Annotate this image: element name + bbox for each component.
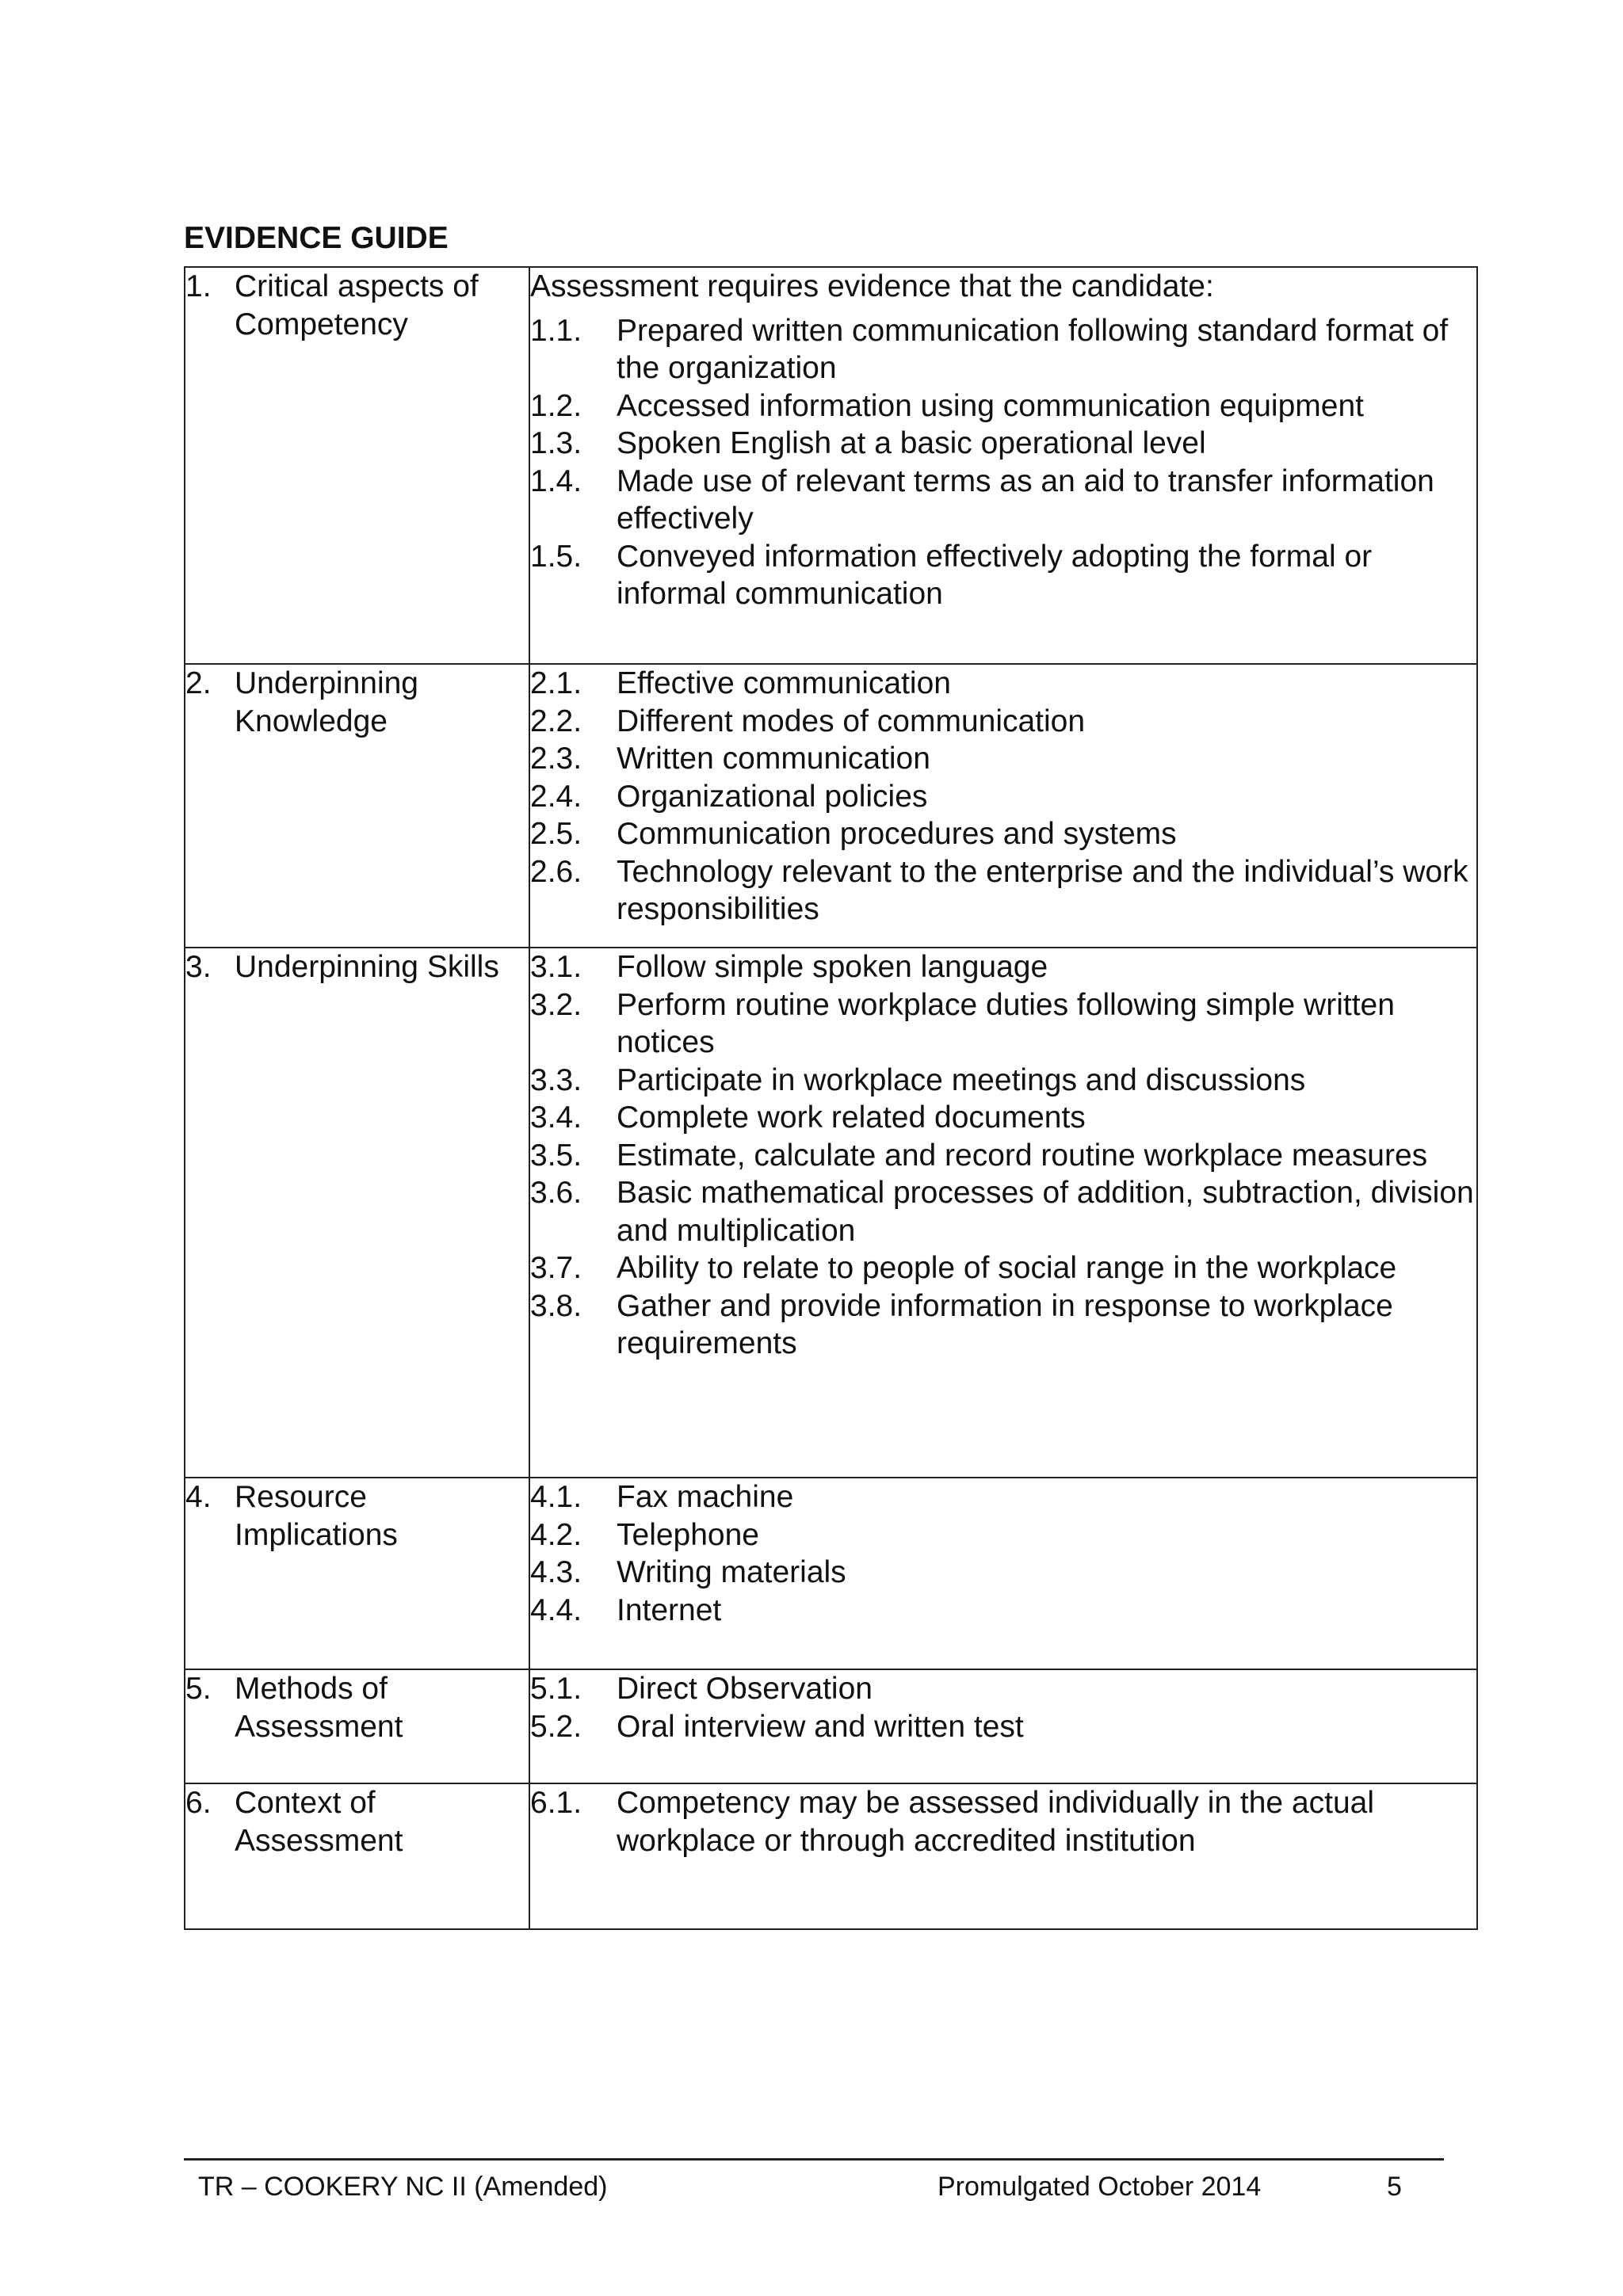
table-row — [185, 1669, 1477, 1783]
item-text: Prepared written communication following standard format of the organization — [617, 313, 1449, 385]
list-item — [530, 1516, 1476, 1554]
list-item — [530, 1062, 1476, 1100]
row-label-cell — [185, 948, 529, 1478]
item-text: Follow simple spoken language — [617, 950, 1048, 984]
row-content-cell — [529, 664, 1477, 948]
item-number: 4.2. — [530, 1517, 582, 1552]
table-row — [185, 948, 1477, 1478]
item-number: 3.1. — [530, 950, 582, 984]
row-label-text: Methods of Assessment — [235, 1672, 403, 1744]
list-item — [530, 665, 1476, 703]
item-text: Direct Observation — [617, 1672, 873, 1706]
item-number: 2.5. — [530, 817, 582, 851]
list-item — [530, 778, 1476, 816]
row-label — [185, 268, 529, 343]
item-number: 6.1. — [530, 1786, 582, 1820]
evidence-guide-table — [184, 266, 1478, 1930]
row-content-cell — [529, 1669, 1477, 1783]
item-number: 2.2. — [530, 704, 582, 738]
footer-page-number: 5 — [1387, 2172, 1402, 2202]
list-item — [530, 1478, 1476, 1516]
item-text: Written communication — [617, 742, 930, 776]
item-number: 2.4. — [530, 779, 582, 814]
item-number: 1.4. — [530, 463, 582, 498]
item-text: Competency may be assessed individually in the actual workplace or through accredited institution — [617, 1786, 1375, 1858]
list-item — [530, 815, 1476, 853]
list-item — [530, 312, 1476, 387]
item-number: 5.2. — [530, 1709, 582, 1744]
list-item — [530, 1249, 1476, 1287]
list-item — [530, 703, 1476, 741]
assessment-intro: Assessment requires evidence that the candidate: — [530, 269, 1214, 303]
footer-promulgation-date: Promulgated October 2014 — [938, 2172, 1262, 2202]
item-text: Spoken English at a basic operational level — [617, 426, 1206, 460]
row-label-text: Underpinning Knowledge — [235, 666, 419, 738]
item-text: Accessed information using communication equipment — [617, 388, 1364, 423]
row-number: 6. — [185, 1786, 212, 1820]
table-row — [185, 664, 1477, 948]
item-number: 5.1. — [530, 1672, 582, 1706]
row-label — [185, 1478, 529, 1554]
row-label-text: Critical aspects of Competency — [235, 269, 479, 341]
row-label — [185, 948, 529, 986]
list-item — [530, 1099, 1476, 1137]
row-label — [185, 1784, 529, 1859]
table-row — [185, 267, 1477, 664]
item-text: Effective communication — [617, 666, 951, 700]
item-text: Communication procedures and systems — [617, 817, 1177, 851]
item-text: Telephone — [617, 1517, 759, 1552]
row-label-cell — [185, 1478, 529, 1669]
item-text: Internet — [617, 1592, 722, 1627]
list-item — [530, 853, 1476, 929]
item-number: 3.3. — [530, 1062, 582, 1097]
item-number: 4.3. — [530, 1555, 582, 1589]
list-item — [530, 1592, 1476, 1630]
footer-divider — [184, 2158, 1444, 2161]
item-text: Fax machine — [617, 1480, 794, 1514]
row-number: 4. — [185, 1480, 212, 1514]
row-number: 1. — [185, 269, 212, 303]
item-number: 4.1. — [530, 1480, 582, 1514]
item-number: 3.6. — [530, 1176, 582, 1210]
item-number: 3.7. — [530, 1251, 582, 1285]
row-label-cell — [185, 267, 529, 664]
row-label-cell — [185, 1783, 529, 1929]
item-text: Estimate, calculate and record routine workplace measures — [617, 1138, 1428, 1173]
list-item — [530, 1708, 1476, 1746]
list-item — [530, 463, 1476, 538]
row-number: 5. — [185, 1672, 212, 1706]
row-number: 2. — [185, 666, 212, 700]
row-content-cell — [529, 948, 1477, 1478]
item-text: Writing materials — [617, 1555, 846, 1589]
item-number: 3.4. — [530, 1100, 582, 1135]
item-number: 2.1. — [530, 666, 582, 700]
page-title: EVIDENCE GUIDE — [184, 221, 449, 255]
list-item — [530, 740, 1476, 778]
list-item — [530, 1554, 1476, 1592]
item-number: 1.1. — [530, 313, 582, 348]
list-item — [530, 387, 1476, 425]
item-text: Perform routine workplace duties following simple written notices — [617, 987, 1395, 1059]
item-text: Organizational policies — [617, 779, 928, 814]
list-item — [530, 1174, 1476, 1249]
list-item — [530, 1784, 1476, 1859]
item-text: Ability to relate to people of social range in the workplace — [617, 1251, 1397, 1285]
row-label-text: Underpinning Skills — [235, 950, 499, 984]
item-number: 3.8. — [530, 1288, 582, 1323]
item-text: Oral interview and written test — [617, 1709, 1024, 1744]
item-text: Conveyed information effectively adopting the formal or informal communication — [617, 539, 1373, 611]
list-item — [530, 1287, 1476, 1363]
list-item — [530, 986, 1476, 1062]
row-label-cell — [185, 1669, 529, 1783]
row-number: 3. — [185, 950, 212, 984]
table-row — [185, 1783, 1477, 1929]
list-item — [530, 948, 1476, 986]
list-item — [530, 1137, 1476, 1175]
item-text: Different modes of communication — [617, 704, 1086, 738]
item-text: Technology relevant to the enterprise and the individual’s work responsibilities — [617, 854, 1468, 926]
item-text: Complete work related documents — [617, 1100, 1086, 1135]
item-number: 1.2. — [530, 388, 582, 423]
item-number: 3.5. — [530, 1138, 582, 1173]
row-content-cell — [529, 1478, 1477, 1669]
item-number: 1.3. — [530, 426, 582, 460]
list-item — [530, 538, 1476, 613]
list-item — [530, 425, 1476, 463]
row-content-cell — [529, 1783, 1477, 1929]
item-text: Gather and provide information in response to workplace requirements — [617, 1288, 1393, 1360]
item-number: 3.2. — [530, 987, 582, 1022]
item-number: 4.4. — [530, 1592, 582, 1627]
footer-document-title: TR – COOKERY NC II (Amended) — [198, 2172, 608, 2202]
item-text: Made use of relevant terms as an aid to transfer information effectively — [617, 463, 1434, 536]
item-number: 1.5. — [530, 539, 582, 574]
row-label-cell — [185, 664, 529, 948]
row-label — [185, 665, 529, 740]
row-label — [185, 1670, 529, 1745]
row-label-text: Context of Assessment — [235, 1786, 403, 1858]
list-item — [530, 1670, 1476, 1708]
row-label-text: Resource Implications — [235, 1480, 398, 1552]
item-number: 2.6. — [530, 854, 582, 889]
item-text: Participate in workplace meetings and discussions — [617, 1062, 1306, 1097]
item-number: 2.3. — [530, 742, 582, 776]
table-row — [185, 1478, 1477, 1669]
row-content-cell — [529, 267, 1477, 664]
item-text: Basic mathematical processes of addition, subtraction, division and multiplication — [617, 1176, 1474, 1248]
